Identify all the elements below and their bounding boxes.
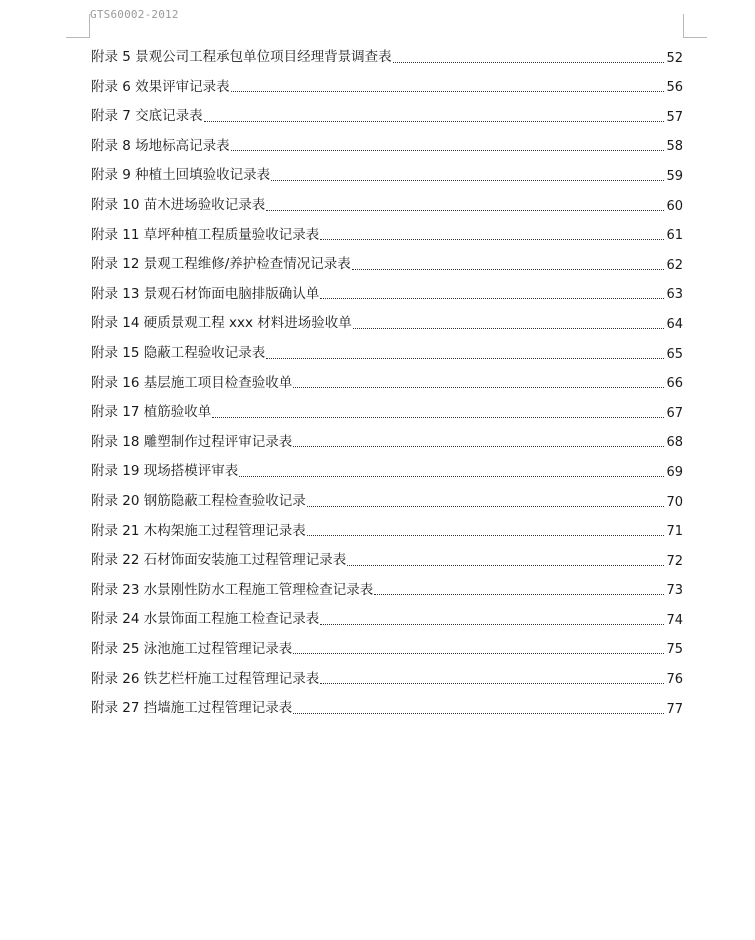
- toc-entry-title: 附录 11 草坪种植工程质量验收记录表: [91, 226, 320, 243]
- toc-entry-page-number: 73: [666, 583, 683, 599]
- toc-entry[interactable]: [91, 512, 683, 542]
- crop-mark-right-horizontal: [683, 37, 707, 38]
- toc-entry[interactable]: [91, 393, 683, 423]
- toc-entry-page-number: 76: [666, 672, 683, 688]
- toc-entry-page-number: 77: [666, 701, 683, 717]
- toc-entry[interactable]: [91, 571, 683, 601]
- toc-entry[interactable]: [91, 186, 683, 216]
- toc-dot-leader: [353, 328, 665, 329]
- toc-dot-leader: [320, 624, 664, 625]
- toc-entry[interactable]: [91, 97, 683, 127]
- toc-entry-page-number: 60: [666, 198, 683, 214]
- toc-entry-page-number: 69: [666, 464, 683, 480]
- table-of-contents: [91, 38, 683, 719]
- toc-entry[interactable]: [91, 423, 683, 453]
- toc-dot-leader: [320, 239, 664, 240]
- crop-mark-right-vertical: [683, 14, 684, 38]
- toc-entry-page-number: 72: [666, 553, 683, 569]
- toc-entry[interactable]: [91, 659, 683, 689]
- toc-entry[interactable]: [91, 275, 683, 305]
- toc-entry-page-number: 57: [666, 109, 683, 125]
- toc-entry[interactable]: [91, 334, 683, 364]
- toc-entry-title: 附录 22 石材饰面安装施工过程管理记录表: [91, 552, 347, 569]
- toc-entry-page-number: 65: [666, 346, 683, 362]
- toc-entry-title: 附录 8 场地标高记录表: [91, 137, 230, 154]
- toc-entry-title: 附录 14 硬质景观工程 xxx 材料进场验收单: [91, 315, 352, 332]
- toc-entry[interactable]: [91, 156, 683, 186]
- document-code: GTS60002-2012: [90, 8, 179, 21]
- toc-entry-page-number: 63: [666, 287, 683, 303]
- toc-dot-leader: [352, 269, 665, 270]
- toc-entry-page-number: 68: [666, 435, 683, 451]
- toc-dot-leader: [347, 565, 664, 566]
- toc-entry-title: 附录 15 隐蔽工程验收记录表: [91, 345, 266, 362]
- toc-entry-page-number: 61: [666, 228, 683, 244]
- toc-dot-leader: [320, 298, 664, 299]
- toc-entry-title: 附录 23 水景刚性防水工程施工管理检查记录表: [91, 581, 374, 598]
- toc-entry-title: 附录 18 雕塑制作过程评审记录表: [91, 433, 293, 450]
- toc-entry[interactable]: [91, 127, 683, 157]
- toc-entry[interactable]: [91, 541, 683, 571]
- toc-dot-leader: [320, 683, 664, 684]
- toc-dot-leader: [271, 180, 664, 181]
- toc-entry[interactable]: [91, 452, 683, 482]
- toc-entry-title: 附录 7 交底记录表: [91, 108, 203, 125]
- toc-entry-page-number: 59: [666, 168, 683, 184]
- toc-dot-leader: [266, 210, 664, 211]
- toc-entry-title: 附录 26 铁艺栏杆施工过程管理记录表: [91, 670, 320, 687]
- toc-entry-page-number: 64: [666, 316, 683, 332]
- toc-entry-title: 附录 25 泳池施工过程管理记录表: [91, 640, 293, 657]
- toc-entry-title: 附录 21 木构架施工过程管理记录表: [91, 522, 306, 539]
- toc-entry-title: 附录 27 挡墙施工过程管理记录表: [91, 700, 293, 717]
- toc-entry[interactable]: [91, 245, 683, 275]
- toc-dot-leader: [293, 446, 664, 447]
- toc-entry[interactable]: [91, 482, 683, 512]
- toc-entry[interactable]: [91, 304, 683, 334]
- toc-entry-page-number: 56: [666, 80, 683, 96]
- toc-dot-leader: [212, 417, 664, 418]
- toc-dot-leader: [231, 150, 665, 151]
- toc-entry-title: 附录 13 景观石材饰面电脑排版确认单: [91, 285, 320, 302]
- toc-entry[interactable]: [91, 689, 683, 719]
- toc-entry-page-number: 66: [666, 376, 683, 392]
- toc-entry-page-number: 58: [666, 139, 683, 155]
- toc-entry-page-number: 67: [666, 405, 683, 421]
- toc-entry-title: 附录 12 景观工程维修/养护检查情况记录表: [91, 256, 351, 273]
- toc-entry[interactable]: [91, 600, 683, 630]
- toc-dot-leader: [393, 62, 665, 63]
- toc-entry-page-number: 74: [666, 612, 683, 628]
- toc-entry[interactable]: [91, 364, 683, 394]
- toc-entry[interactable]: [91, 68, 683, 98]
- toc-dot-leader: [374, 594, 664, 595]
- toc-dot-leader: [293, 713, 664, 714]
- toc-dot-leader: [266, 358, 664, 359]
- toc-dot-leader: [293, 653, 664, 654]
- toc-entry-page-number: 75: [666, 642, 683, 658]
- toc-dot-leader: [307, 535, 665, 536]
- toc-dot-leader: [239, 476, 664, 477]
- toc-dot-leader: [231, 91, 665, 92]
- toc-dot-leader: [307, 506, 665, 507]
- toc-entry-title: 附录 24 水景饰面工程施工检查记录表: [91, 611, 320, 628]
- toc-entry-page-number: 70: [666, 494, 683, 510]
- toc-entry-page-number: 71: [666, 524, 683, 540]
- toc-entry[interactable]: [91, 216, 683, 246]
- toc-entry[interactable]: [91, 630, 683, 660]
- toc-entry-title: 附录 10 苗木进场验收记录表: [91, 197, 266, 214]
- toc-entry-title: 附录 20 钢筋隐蔽工程检查验收记录: [91, 493, 306, 509]
- crop-mark-left-horizontal: [66, 37, 90, 38]
- crop-mark-left-vertical: [89, 14, 90, 38]
- toc-entry-page-number: 62: [666, 257, 683, 273]
- toc-entry-title: 附录 9 种植土回填验收记录表: [91, 167, 271, 184]
- toc-entry-title: 附录 19 现场搭模评审表: [91, 463, 239, 480]
- toc-dot-leader: [204, 121, 665, 122]
- toc-entry-title: 附录 5 景观公司工程承包单位项目经理背景调查表: [91, 49, 392, 66]
- toc-entry-title: 附录 16 基层施工项目检查验收单: [91, 374, 293, 391]
- toc-entry-title: 附录 6 效果评审记录表: [91, 78, 230, 95]
- toc-entry[interactable]: [91, 38, 683, 68]
- toc-entry-page-number: 52: [666, 50, 683, 66]
- toc-entry-title: 附录 17 植筋验收单: [91, 404, 212, 421]
- toc-dot-leader: [293, 387, 664, 388]
